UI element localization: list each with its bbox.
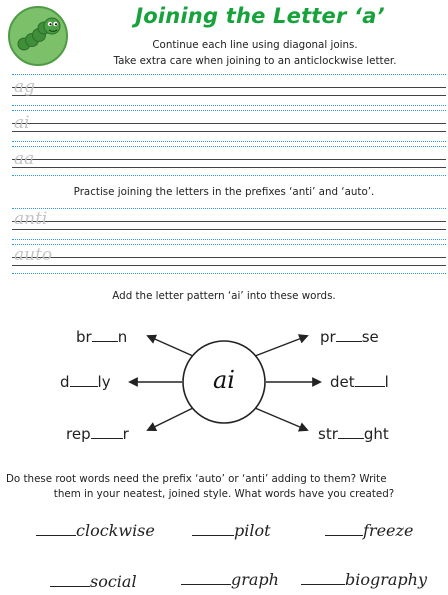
guide-line: [12, 110, 446, 111]
guide-line: [12, 95, 446, 96]
guide-line: [12, 105, 446, 106]
guide-line: [12, 273, 446, 274]
prefix-blank[interactable]: [181, 583, 231, 585]
letter-gap[interactable]: [70, 385, 98, 387]
caterpillar-icon: [10, 8, 66, 64]
word-start: det: [330, 373, 355, 391]
pattern-instruction: Add the letter pattern ‘ai’ into these words.: [112, 290, 336, 302]
root-word: social: [90, 572, 137, 591]
prefix-instruction: Practise joining the letters in the prefixes ‘anti’ and ‘auto’.: [73, 186, 375, 198]
root-word-item[interactable]: [36, 521, 155, 540]
caterpillar-logo: [8, 6, 68, 66]
center-pattern: ai: [213, 366, 235, 394]
guide-line: [12, 229, 446, 230]
word-end: n: [117, 328, 128, 346]
root-word: graph: [231, 570, 279, 589]
word-with-gap[interactable]: [320, 328, 379, 346]
guide-line: [12, 257, 446, 258]
word-start: br: [76, 328, 92, 346]
letter-gap[interactable]: [91, 437, 123, 439]
arrow-up-left: [148, 336, 193, 356]
letter-gap[interactable]: [338, 437, 364, 439]
trace-word: aa: [14, 149, 35, 169]
guide-line: [12, 265, 446, 266]
word-with-gap[interactable]: [330, 373, 389, 391]
guide-line: [12, 244, 446, 245]
word-start: d: [60, 373, 70, 391]
guide-line: [12, 141, 446, 142]
word-start: str: [318, 425, 338, 443]
root-word-item[interactable]: [181, 570, 279, 589]
guide-line: [12, 239, 446, 240]
root-word-item[interactable]: [301, 570, 427, 589]
guide-line: [12, 74, 446, 75]
guide-line: [12, 208, 446, 209]
root-word: biography: [345, 570, 428, 589]
arrow-down-right: [255, 408, 307, 430]
word-start: pr: [320, 328, 336, 346]
guide-line: [12, 159, 446, 160]
guide-line: [12, 146, 446, 147]
root-instruction-line-1: Do these root words need the prefix ‘auto’ or ‘anti’ adding to them? Write: [6, 473, 387, 485]
root-word: freeze: [363, 521, 414, 540]
trace-word: ai: [14, 113, 30, 133]
practice-lines-prefixes[interactable]: [12, 208, 446, 274]
root-instruction-line-2: them in your neatest, joined style. What words have you created?: [53, 488, 395, 500]
root-word-item[interactable]: [192, 521, 271, 540]
guide-line: [12, 167, 446, 168]
practice-lines-joins[interactable]: [12, 74, 446, 176]
word-start: rep: [66, 425, 91, 443]
word-end: l: [384, 373, 389, 391]
arrow-up-right: [255, 336, 307, 356]
prefix-blank[interactable]: [325, 534, 363, 536]
root-word-item[interactable]: [50, 572, 137, 591]
trace-word: auto: [14, 245, 53, 265]
prefix-blank[interactable]: [192, 534, 234, 536]
guide-line: [12, 131, 446, 132]
page-title: Joining the Letter ‘a’: [135, 4, 385, 28]
root-word: pilot: [234, 521, 271, 540]
trace-word: ag: [14, 77, 36, 97]
prefix-blank[interactable]: [36, 534, 76, 536]
guide-line: [12, 221, 446, 222]
trace-word: anti: [14, 209, 48, 229]
letter-gap[interactable]: [355, 385, 385, 387]
instruction-line-2: Take extra care when joining to an anticlockwise letter.: [113, 55, 397, 67]
word-with-gap[interactable]: [60, 373, 111, 391]
word-end: ly: [97, 373, 111, 391]
word-end: ght: [363, 425, 389, 443]
word-with-gap[interactable]: [66, 425, 129, 443]
arrow-down-left: [148, 408, 193, 430]
instruction-line-1: Continue each line using diagonal joins.: [152, 39, 358, 51]
letter-gap[interactable]: [336, 340, 362, 342]
prefix-blank[interactable]: [301, 583, 345, 585]
letter-gap[interactable]: [92, 340, 118, 342]
prefix-blank[interactable]: [50, 585, 90, 587]
guide-line: [12, 123, 446, 124]
word-with-gap[interactable]: [76, 328, 127, 346]
root-word: clockwise: [76, 521, 155, 540]
word-end: se: [361, 328, 379, 346]
word-end: r: [122, 425, 129, 443]
guide-line: [12, 175, 446, 176]
guide-line: [12, 87, 446, 88]
root-word-item[interactable]: [325, 521, 413, 540]
word-with-gap[interactable]: [318, 425, 389, 443]
